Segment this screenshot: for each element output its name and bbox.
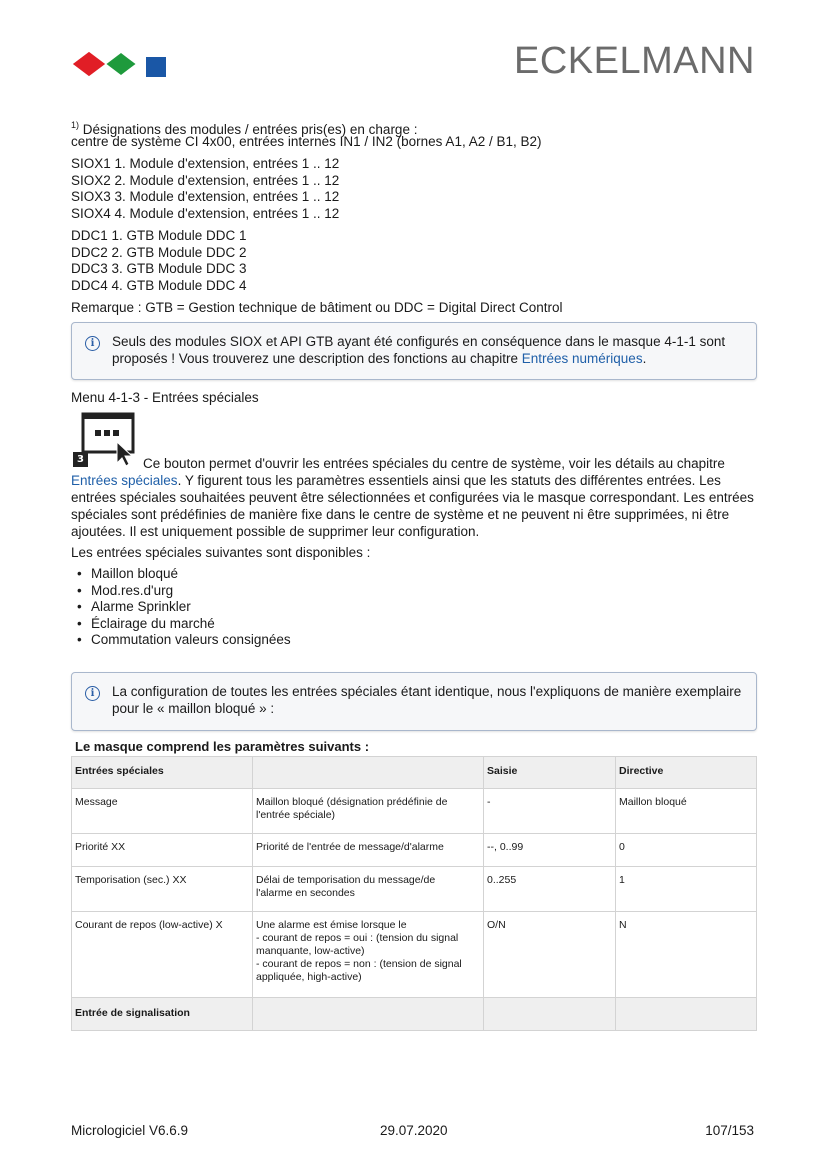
- description-line: - courant de repos = non : (tension de signal: [256, 958, 462, 970]
- siox-line: SIOX1 1. Module d'extension, entrées 1 .. 12: [71, 156, 340, 171]
- table-row: [72, 789, 757, 834]
- table-row: [72, 834, 757, 867]
- logo-red-diamond: [73, 52, 105, 76]
- param-default: 1: [616, 867, 757, 912]
- param-description: [253, 789, 484, 834]
- list-item: • Alarme Sprinkler: [71, 599, 291, 616]
- param-input: 0..255: [484, 867, 616, 912]
- footnote-line-2: centre de système CI 4x00, entrées internes IN1 / IN2 (bornes A1, A2 / B1, B2): [71, 134, 542, 149]
- logo-blue-square: [146, 57, 166, 77]
- description-paragraph: [71, 455, 755, 540]
- param-name: Priorité XX: [72, 834, 253, 867]
- param-default: Maillon bloqué: [616, 789, 757, 834]
- footnote-text: Désignations des modules / entrées pris(es) en charge :: [82, 122, 418, 137]
- column-header: [253, 757, 484, 789]
- empty-cell: [253, 998, 484, 1031]
- info-icon: i: [85, 336, 100, 351]
- ddc-line: DDC4 4. GTB Module DDC 4: [71, 278, 247, 293]
- param-default: N: [616, 912, 757, 998]
- description-line: Délai de temporisation du message/de: [256, 874, 436, 886]
- remark: Remarque : GTB = Gestion technique de bâtiment ou DDC = Digital Direct Control: [71, 300, 563, 315]
- siox-line: SIOX4 4. Module d'extension, entrées 1 .. 12: [71, 206, 340, 221]
- description-line: Priorité de l'entrée de message/d'alarme: [256, 841, 444, 853]
- table-section-row: [72, 998, 757, 1031]
- param-input: -: [484, 789, 616, 834]
- empty-cell: [616, 998, 757, 1031]
- table-row: [72, 867, 757, 912]
- ddc-line: DDC3 3. GTB Module DDC 3: [71, 261, 247, 276]
- param-name: Temporisation (sec.) XX: [72, 867, 253, 912]
- footer-date: 29.07.2020: [380, 1123, 448, 1138]
- param-default: 0: [616, 834, 757, 867]
- description-line: Une alarme est émise lorsque le: [256, 919, 407, 931]
- link-entrees-speciales[interactable]: Entrées spéciales: [71, 473, 178, 488]
- info-note-text: La configuration de toutes les entrées spéciales étant identique, nous l'expliquons de manière exemplaire pour le « maillon bloqué » :: [112, 684, 742, 716]
- info-note-modules: [71, 322, 757, 380]
- param-input: O/N: [484, 912, 616, 998]
- description-text-before: Ce bouton permet d'ouvrir les entrées spéciales du centre de système, voir les détails au chapitre: [143, 456, 725, 471]
- empty-cell: [484, 998, 616, 1031]
- note-text-after: .: [642, 351, 647, 366]
- footnote-marker: 1): [71, 120, 80, 130]
- param-input: --, 0..99: [484, 834, 616, 867]
- table-row: [72, 912, 757, 998]
- list-item: • Éclairage du marché: [71, 616, 291, 633]
- list-item: • Commutation valeurs consignées: [71, 632, 291, 649]
- logo-green-diamond: [106, 53, 135, 75]
- menu-icon-number: 3: [77, 454, 84, 465]
- special-inputs-list: [71, 566, 291, 649]
- info-note-text: [112, 333, 748, 367]
- menu-title: Menu 4-1-3 - Entrées spéciales: [71, 390, 259, 405]
- info-note-configuration: [71, 672, 757, 731]
- parameters-table: [71, 756, 757, 1031]
- column-header: Entrées spéciales: [72, 757, 253, 789]
- siox-line: SIOX2 2. Module d'extension, entrées 1 .. 12: [71, 173, 340, 188]
- footer-firmware-version: Micrologiciel V6.6.9: [71, 1123, 189, 1138]
- table-caption: Le masque comprend les paramètres suivants :: [75, 739, 370, 754]
- description-line: l'entrée spéciale): [256, 809, 336, 821]
- section-label: Entrée de signalisation: [72, 998, 253, 1031]
- param-name: Courant de repos (low-active) X: [72, 912, 253, 998]
- ddc-line: DDC2 2. GTB Module DDC 2: [71, 245, 247, 260]
- note-text-before: Seuls des modules SIOX et API GTB ayant été configurés en conséquence dans le masque 4-1-1 sont proposés ! Vous trouverez une description des fonctions au chapitre: [112, 334, 726, 366]
- ddc-line: DDC1 1. GTB Module DDC 1: [71, 228, 247, 243]
- description-line: - courant de repos = oui : (tension du signal: [256, 932, 459, 944]
- column-header: Directive: [616, 757, 757, 789]
- param-description: [253, 867, 484, 912]
- list-item: • Maillon bloqué: [71, 566, 291, 583]
- available-intro: Les entrées spéciales suivantes sont disponibles :: [71, 545, 371, 560]
- param-description: [253, 834, 484, 867]
- list-item: • Mod.res.d'urg: [71, 583, 291, 600]
- column-header: Saisie: [484, 757, 616, 789]
- description-line: appliquée, high-active): [256, 971, 362, 983]
- param-description: [253, 912, 484, 998]
- description-line: Maillon bloqué (désignation prédéfinie de: [256, 796, 448, 808]
- brand-logo-text: ECKELMANN: [514, 40, 755, 82]
- param-name: Message: [72, 789, 253, 834]
- description-line: manquante, low-active): [256, 945, 365, 957]
- table-header-row: [72, 757, 757, 789]
- siox-line: SIOX3 3. Module d'extension, entrées 1 .. 12: [71, 189, 340, 204]
- info-icon: i: [85, 686, 100, 701]
- link-entrees-numeriques[interactable]: Entrées numériques: [521, 351, 643, 366]
- description-text-after: . Y figurent tous les paramètres essentiels ainsi que les statuts des différentes entrées. Les entrées spéciales souhaitées peuvent être sélectionnées et configurées via le masque correspondant. Les entrées spéciales sont prédéfinies de manière fixe dans le centre de système et ne peuvent ni être supprimées, ni être ajoutées. Il est uniquement possible de supprimer leur configuration.: [71, 473, 754, 539]
- description-line: l'alarme en secondes: [256, 887, 355, 899]
- footer-page-number: 107/153: [705, 1123, 754, 1138]
